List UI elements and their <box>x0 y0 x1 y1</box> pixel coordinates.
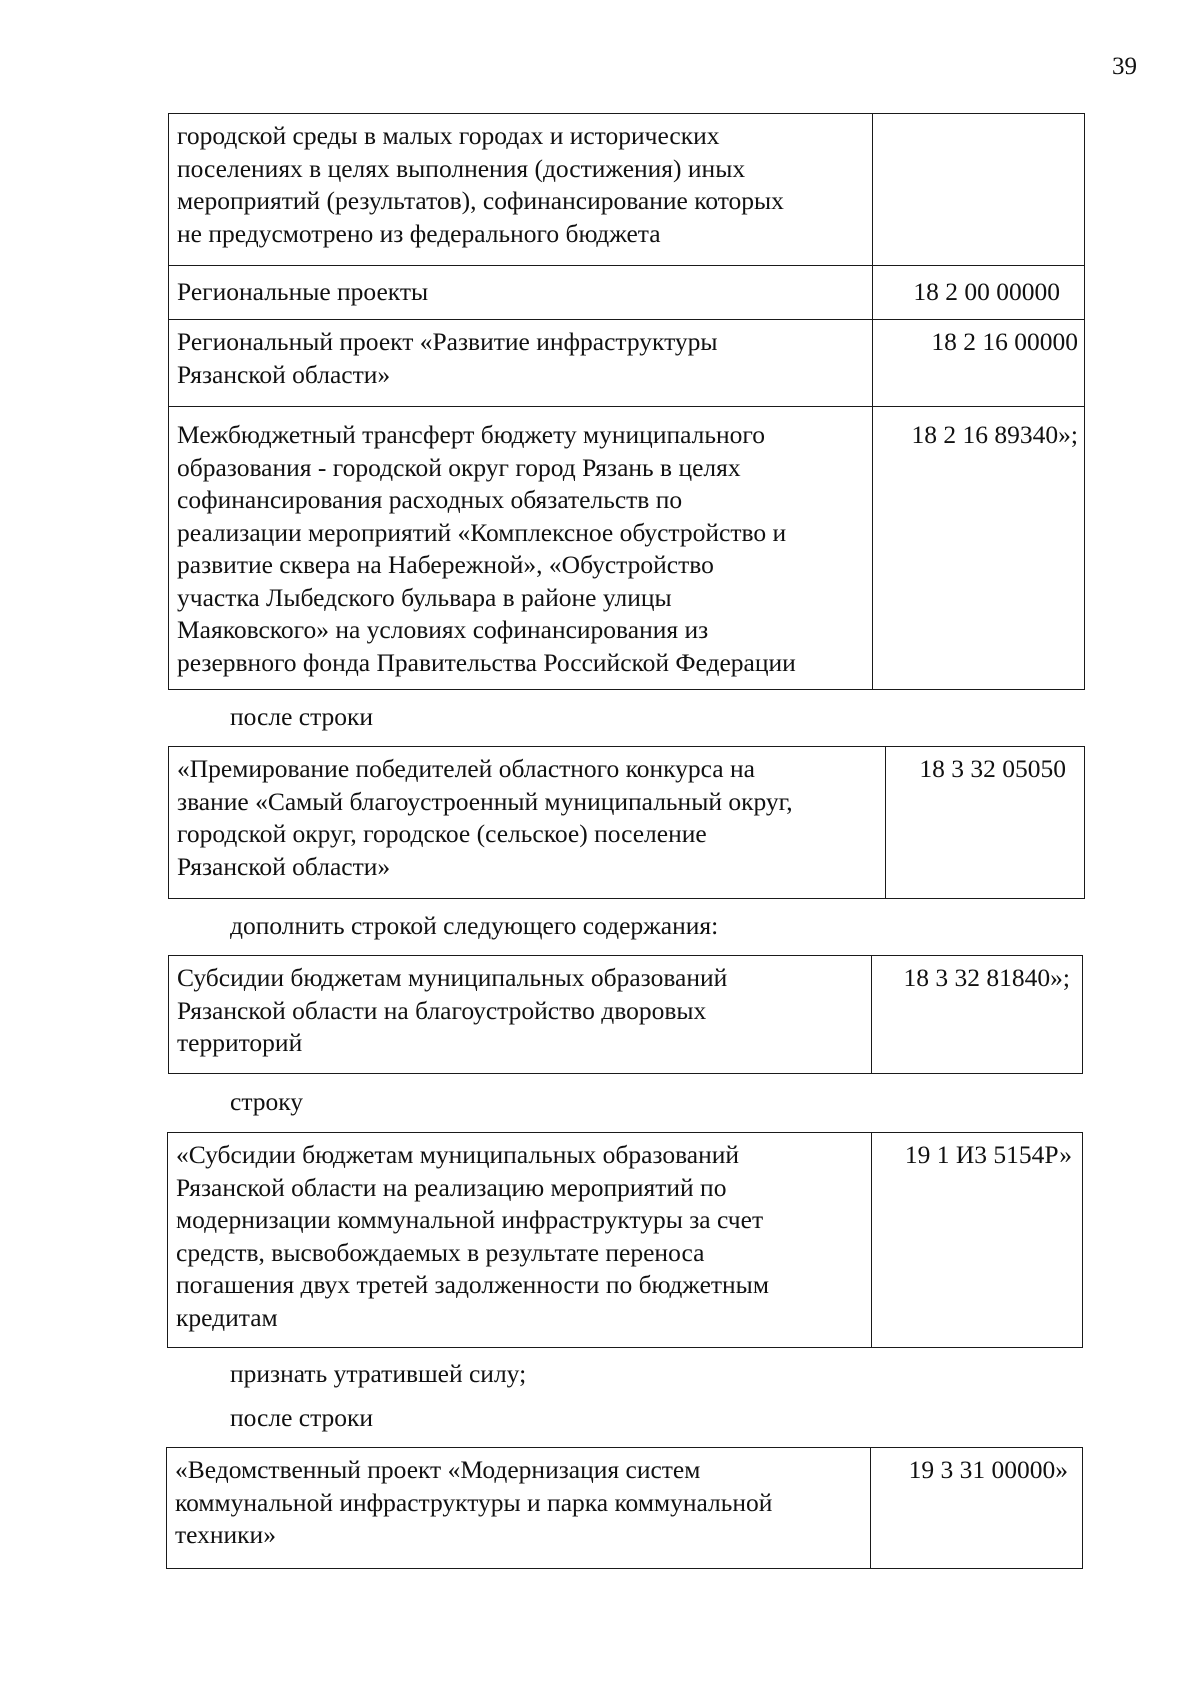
row-code: 18 2 16 89340»; <box>873 407 1085 690</box>
row-code: 19 1 И3 5154Р» <box>872 1133 1083 1348</box>
row-description: «Ведомственный проект «Модернизация систем коммунальной инфраструктуры и парка коммунальной техники» <box>167 1448 871 1569</box>
row-description: Субсидии бюджетам муниципальных образований Рязанской области на благоустройство дворовых территорий <box>169 956 872 1074</box>
table-row <box>167 1448 1083 1569</box>
row-description: городской среды в малых городах и исторических поселениях в целях выполнения (достижения) иных мероприятий (результатов), софинансирование которых не предусмотрено из федерального бюджета <box>169 114 873 266</box>
row-description: Межбюджетный трансферт бюджету муниципального образования - городской округ город Рязань в целях софинансирования расходных обязательств по реализации мероприятий «Комплексное обустройство и развитие сквера на Набережной», «Обустройство участка Лыбедского бульвара в районе улицы Маяковского» на условиях софинансирования из резервного фонда Правительства Российской Федерации <box>169 407 873 690</box>
budget-table-2 <box>168 746 1085 899</box>
row-code: 18 3 32 81840»; <box>872 956 1083 1074</box>
instruction-invalidate: признать утратившей силу; <box>230 1359 527 1388</box>
row-code: 18 2 00 00000 <box>873 266 1085 320</box>
row-code: 18 2 16 00000 <box>873 320 1085 407</box>
row-description: «Субсидии бюджетам муниципальных образований Рязанской области на реализацию мероприятий по модернизации коммунальной инфраструктуры за счет средств, высвобождаемых в результате переноса погашения двух третей задолженности по бюджетным кредитам <box>168 1133 872 1348</box>
table-row <box>169 407 1085 690</box>
row-description: Региональный проект «Развитие инфраструктуры Рязанской области» <box>169 320 873 407</box>
budget-table-3 <box>168 955 1083 1074</box>
row-code: 18 3 32 05050 <box>886 747 1085 899</box>
table-row <box>169 266 1085 320</box>
row-code: 19 3 31 00000» <box>871 1448 1083 1569</box>
table-row <box>169 114 1085 266</box>
instruction-row: строку <box>230 1087 304 1116</box>
table-row <box>169 320 1085 407</box>
row-description: «Премирование победителей областного конкурса на звание «Самый благоустроенный муниципальный округ, городской округ, городское (сельское) поселение Рязанской области» <box>169 747 886 899</box>
budget-table-5 <box>166 1447 1083 1569</box>
table-row <box>168 1133 1083 1348</box>
row-code <box>873 114 1085 266</box>
budget-table-1 <box>168 113 1085 690</box>
instruction-after-row: после строки <box>230 702 374 731</box>
row-description: Региональные проекты <box>169 266 873 320</box>
instruction-after-row-2: после строки <box>230 1403 374 1432</box>
instruction-add-row: дополнить строкой следующего содержания: <box>230 911 719 940</box>
page-number: 39 <box>1112 53 1137 80</box>
budget-table-4 <box>167 1132 1083 1348</box>
table-row <box>169 747 1085 899</box>
table-row <box>169 956 1083 1074</box>
